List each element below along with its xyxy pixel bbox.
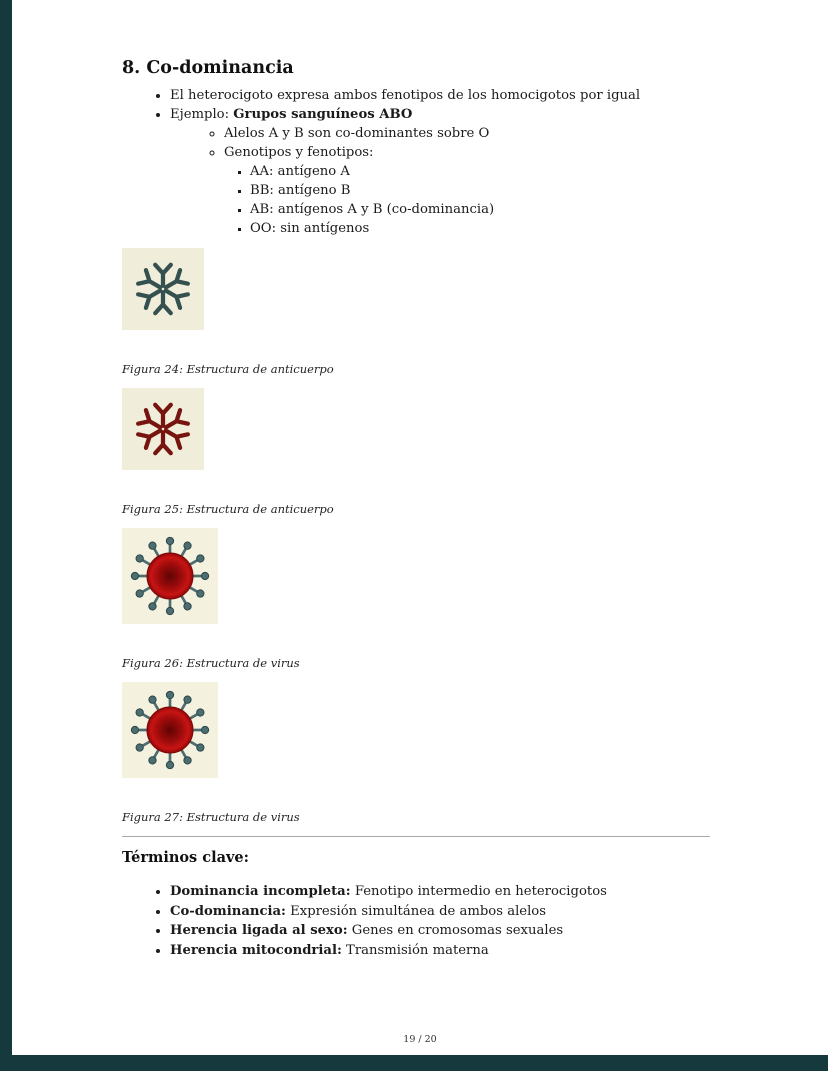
bullet-text-bold: Grupos sanguíneos ABO xyxy=(233,107,413,122)
figure-virus-27 xyxy=(122,682,710,778)
list-item xyxy=(250,162,710,181)
term-definition: Fenotipo intermedio en heterocigotos xyxy=(354,884,607,899)
term-definition: Transmisión materna xyxy=(346,942,489,958)
bullet-text: BB: antígeno B xyxy=(250,183,351,198)
bullet-list xyxy=(122,86,710,238)
bullet-text: Alelos A y B son co-dominantes sobre O xyxy=(224,126,490,141)
genotype-list xyxy=(224,162,710,238)
figure-antibody-24 xyxy=(122,248,710,330)
figure-caption: Figura 24: Estructura de anticuerpo xyxy=(122,362,334,376)
term-item xyxy=(170,921,710,941)
section-heading: 8. Co-dominancia xyxy=(122,58,294,78)
figure-caption: Figura 27: Estructura de virus xyxy=(122,810,300,824)
term-definition: Genes en cromosomas sexuales xyxy=(351,923,564,938)
bullet-text: El heterocigoto expresa ambos fenotipos de los homocigotos por igual xyxy=(170,88,641,103)
key-terms-heading: Términos clave: xyxy=(122,849,250,866)
list-item xyxy=(250,181,710,200)
term-label: Dominancia incompleta: xyxy=(170,884,351,899)
term-item xyxy=(170,902,710,922)
bullet-text: OO: sin antígenos xyxy=(250,221,370,236)
key-terms-list xyxy=(122,882,710,960)
bullet-text: Ejemplo: xyxy=(170,107,234,122)
term-item xyxy=(170,941,710,961)
bullet-text: AB: antígenos A y B (co-dominancia) xyxy=(250,202,495,217)
list-item xyxy=(250,219,710,238)
list-item xyxy=(250,200,710,219)
figure-caption: Figura 25: Estructura de anticuerpo xyxy=(122,502,334,516)
term-definition: Expresión simultánea de ambos alelos xyxy=(290,903,547,919)
antibody-illustration-icon xyxy=(122,248,204,330)
term-item xyxy=(170,882,710,902)
sub-bullet-list xyxy=(170,124,710,238)
term-label: Herencia ligada al sexo: xyxy=(170,923,348,938)
bullet-text: Genotipos y fenotipos: xyxy=(224,145,374,160)
list-item xyxy=(170,105,710,238)
list-item xyxy=(224,124,710,143)
section-divider xyxy=(122,836,710,837)
virus-illustration-icon xyxy=(122,682,218,778)
figure-virus-26 xyxy=(122,528,710,624)
figure-antibody-25 xyxy=(122,388,710,470)
term-label: Co-dominancia: xyxy=(170,903,286,919)
figure-caption: Figura 26: Estructura de virus xyxy=(122,656,300,670)
page-number: 19 / 20 xyxy=(403,1034,437,1045)
virus-illustration-icon xyxy=(122,528,218,624)
term-label: Herencia mitocondrial: xyxy=(170,942,342,958)
document-page xyxy=(12,0,828,1055)
bullet-text: AA: antígeno A xyxy=(250,164,350,179)
antibody-illustration-icon xyxy=(122,388,204,470)
list-item xyxy=(170,86,710,105)
list-item xyxy=(224,143,710,238)
